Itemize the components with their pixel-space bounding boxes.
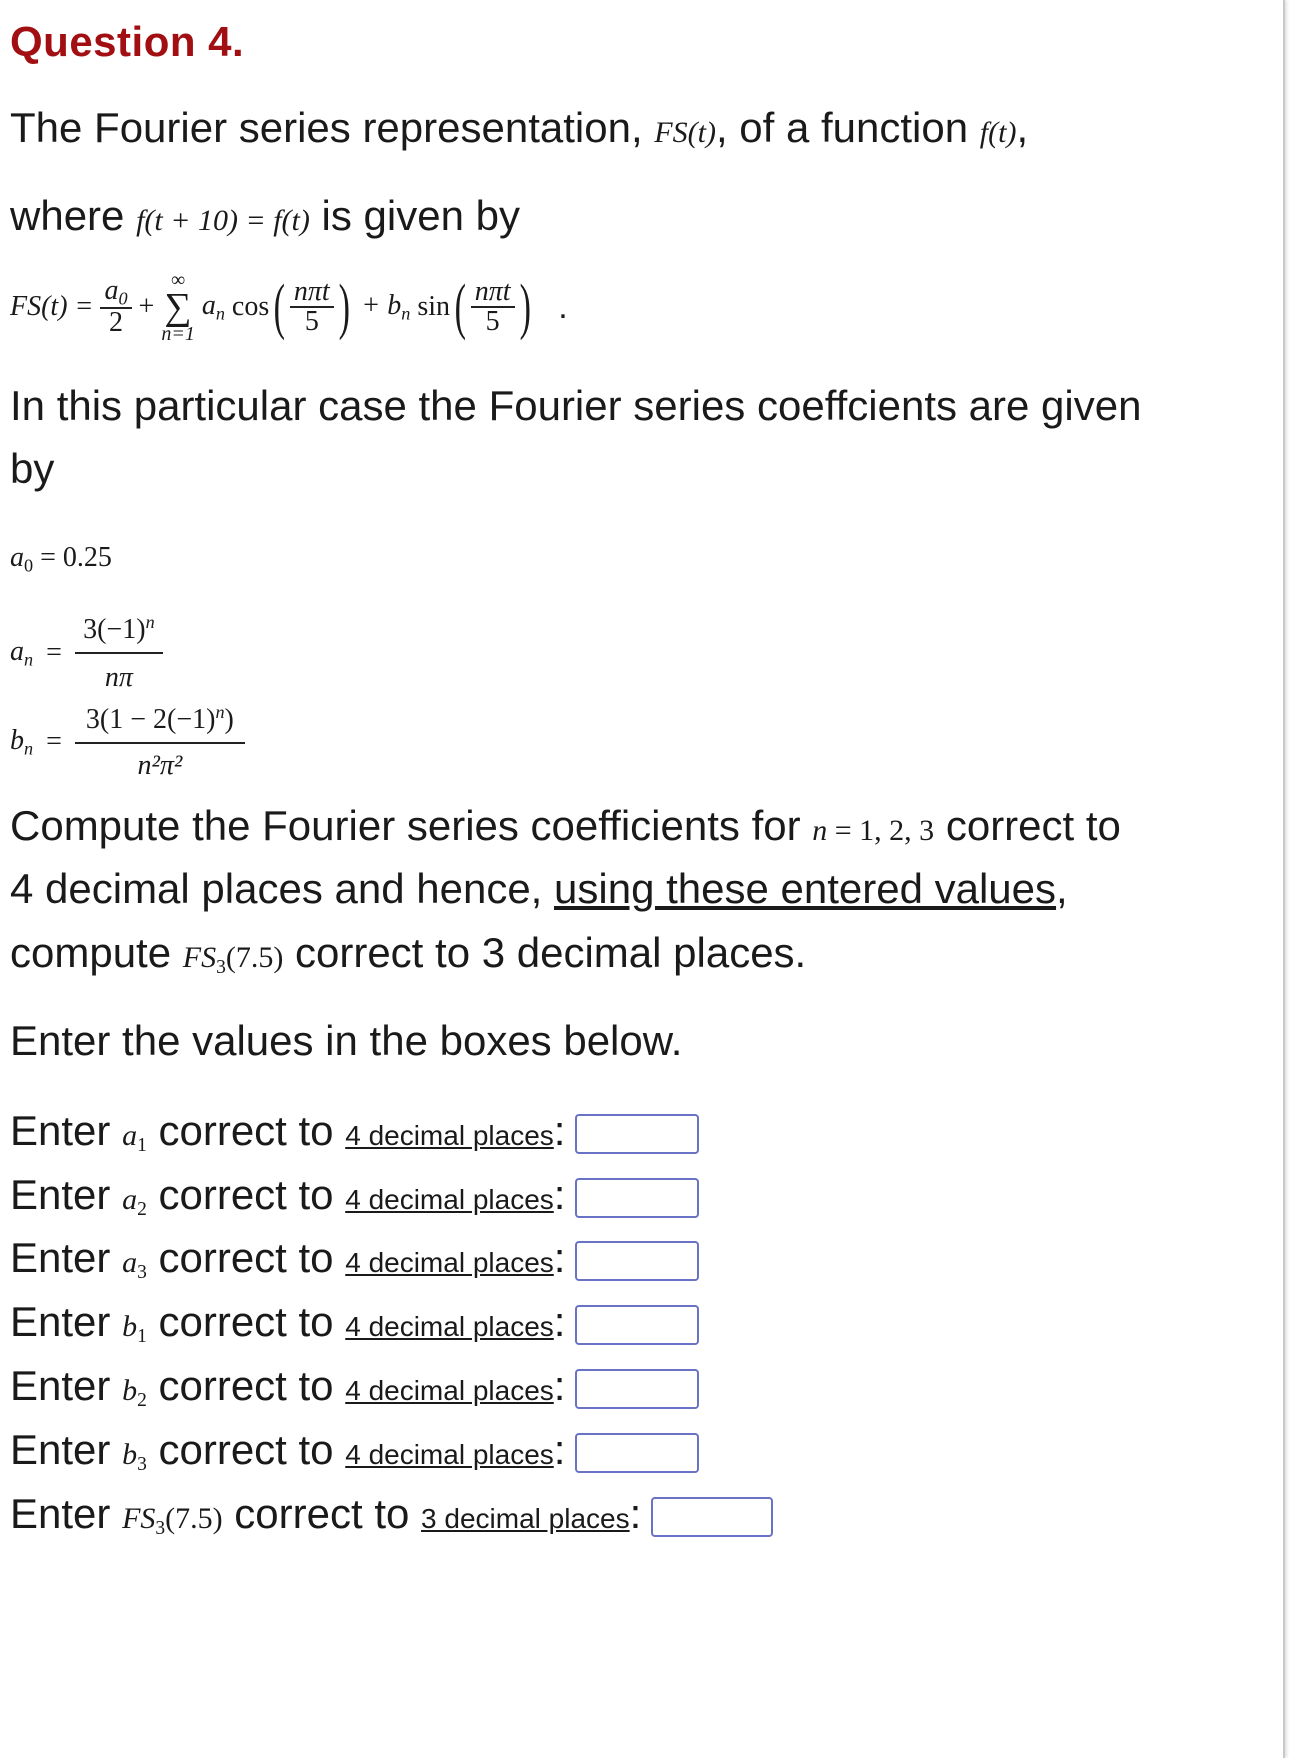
intro-text: , — [1016, 104, 1029, 151]
bn-denominator: n²π² — [75, 742, 245, 782]
a3-symbol: a3 — [122, 1246, 147, 1283]
bn-definition — [10, 702, 245, 782]
a0-symbol: a — [10, 542, 24, 573]
an-symbol: an — [10, 635, 34, 670]
enter-values-instruction: Enter the values in the boxes below. — [10, 1017, 683, 1064]
an-denominator: nπ — [75, 652, 163, 694]
b3-symbol: b3 — [122, 1438, 147, 1475]
bn-symbol: bn — [10, 724, 34, 759]
intro-text: , of a function — [715, 104, 980, 151]
left-paren-icon: ( — [454, 273, 467, 342]
decimal-places-link[interactable]: 4 decimal places — [345, 1375, 554, 1406]
entry-row-b1: Enter b1 correct to 4 decimal places: — [10, 1294, 699, 1350]
an-numerator: $3(-1)^n$ — [83, 612, 155, 645]
a0-over-2-fraction — [100, 274, 131, 339]
emphasis-underline: using these entered values — [554, 865, 1057, 912]
right-paren-icon: ) — [338, 273, 350, 342]
math-periodicity: f(t + 10) = f(t) — [136, 204, 310, 237]
b1-answer-input[interactable] — [575, 1305, 699, 1345]
a0-definition: a0 = 0.25 — [10, 542, 112, 576]
left-paren-icon: ( — [273, 273, 286, 342]
intro-text: where — [10, 192, 137, 239]
a1-symbol: a1 — [122, 1119, 147, 1156]
sum-upper-limit: ∞ — [170, 269, 186, 291]
decimal-places-link[interactable]: 3 decimal places — [421, 1503, 630, 1534]
decimal-places-link[interactable]: 4 decimal places — [345, 1439, 554, 1470]
entry-row-b3: Enter b3 correct to 4 decimal places: — [10, 1422, 699, 1478]
entry-row-a3: Enter a3 correct to 4 decimal places: — [10, 1230, 699, 1286]
formula-period: . — [558, 288, 568, 327]
right-paren-icon: ) — [519, 273, 531, 342]
question-title: Question 4. — [10, 18, 245, 65]
intro-line-1 — [10, 92, 1028, 169]
summation-symbol — [161, 270, 195, 344]
a2-answer-input[interactable] — [575, 1178, 699, 1218]
fs3-symbol: FS3(7.5) — [122, 1502, 223, 1539]
instructions-line-1: Compute the Fourier series coefficients for n = 1, 2, 3 correct to — [10, 802, 1121, 849]
entry-row-fs3: Enter FS3(7.5) correct to 3 decimal places: — [10, 1486, 773, 1542]
equals-sign: = — [46, 726, 62, 757]
cos-argument-fraction: $\frac{\text{nπt}}{5}$ — [290, 278, 334, 336]
instructions-line-2: 4 decimal places and hence, using these entered values, — [10, 865, 1068, 912]
sum-lower-limit: n=1 — [161, 323, 195, 346]
decimal-places-link[interactable]: 4 decimal places — [345, 1120, 554, 1151]
bn-numerator: $3(1 - 2(-1)^n)$ — [85, 702, 234, 735]
cos-function: cos — [231, 291, 270, 323]
decimal-places-link[interactable]: 4 decimal places — [345, 1311, 554, 1342]
a0-value: = 0.25 — [40, 542, 112, 573]
entry-row-a1: Enter a1 correct to 4 decimal places: — [10, 1103, 699, 1159]
intro-line-2 — [10, 180, 520, 257]
a2-symbol: a2 — [122, 1183, 147, 1220]
b2-symbol: b2 — [122, 1374, 147, 1411]
an-definition — [10, 612, 163, 694]
an-term: an — [201, 289, 225, 324]
a3-answer-input[interactable] — [575, 1241, 699, 1281]
equals-sign: = — [46, 637, 62, 668]
b2-answer-input[interactable] — [575, 1369, 699, 1409]
intro-text: is given by — [309, 192, 520, 239]
instructions-line-3: compute FS3(7.5) correct to 3 decimal places. — [10, 929, 807, 978]
coefficients-intro-line-2: by — [10, 445, 55, 492]
fs3-answer-input[interactable] — [651, 1497, 773, 1537]
fraction-denominator: 2 — [100, 307, 131, 337]
bn-fraction — [75, 702, 245, 782]
plus-sign: + — [138, 291, 155, 323]
fraction-numerator: a0 — [104, 274, 128, 309]
an-fraction — [75, 612, 163, 694]
entry-row-a2: Enter a2 correct to 4 decimal places: — [10, 1167, 699, 1223]
formula-lhs: FS(t) = — [10, 291, 94, 323]
fourier-series-formula — [10, 270, 568, 344]
sigma-icon: ∑ — [164, 286, 192, 328]
intro-text: The Fourier series representation, — [10, 104, 655, 151]
decimal-places-link[interactable]: 4 decimal places — [345, 1184, 554, 1215]
sin-argument-fraction: $\frac{\text{nπt}}{5}$ — [471, 278, 515, 336]
entry-row-b2: Enter b2 correct to 4 decimal places: — [10, 1358, 699, 1414]
coefficients-intro-line-1: In this particular case the Fourier series coeffcients are given — [10, 382, 1142, 429]
b1-symbol: b1 — [122, 1310, 147, 1347]
bn-term: + bn — [361, 289, 411, 324]
sin-function: sin — [417, 291, 451, 323]
math-f-t: f(t) — [979, 116, 1017, 149]
decimal-places-link[interactable]: 4 decimal places — [345, 1247, 554, 1278]
math-fs-t: FS(t) — [654, 116, 716, 149]
a1-answer-input[interactable] — [575, 1114, 699, 1154]
b3-answer-input[interactable] — [575, 1433, 699, 1473]
